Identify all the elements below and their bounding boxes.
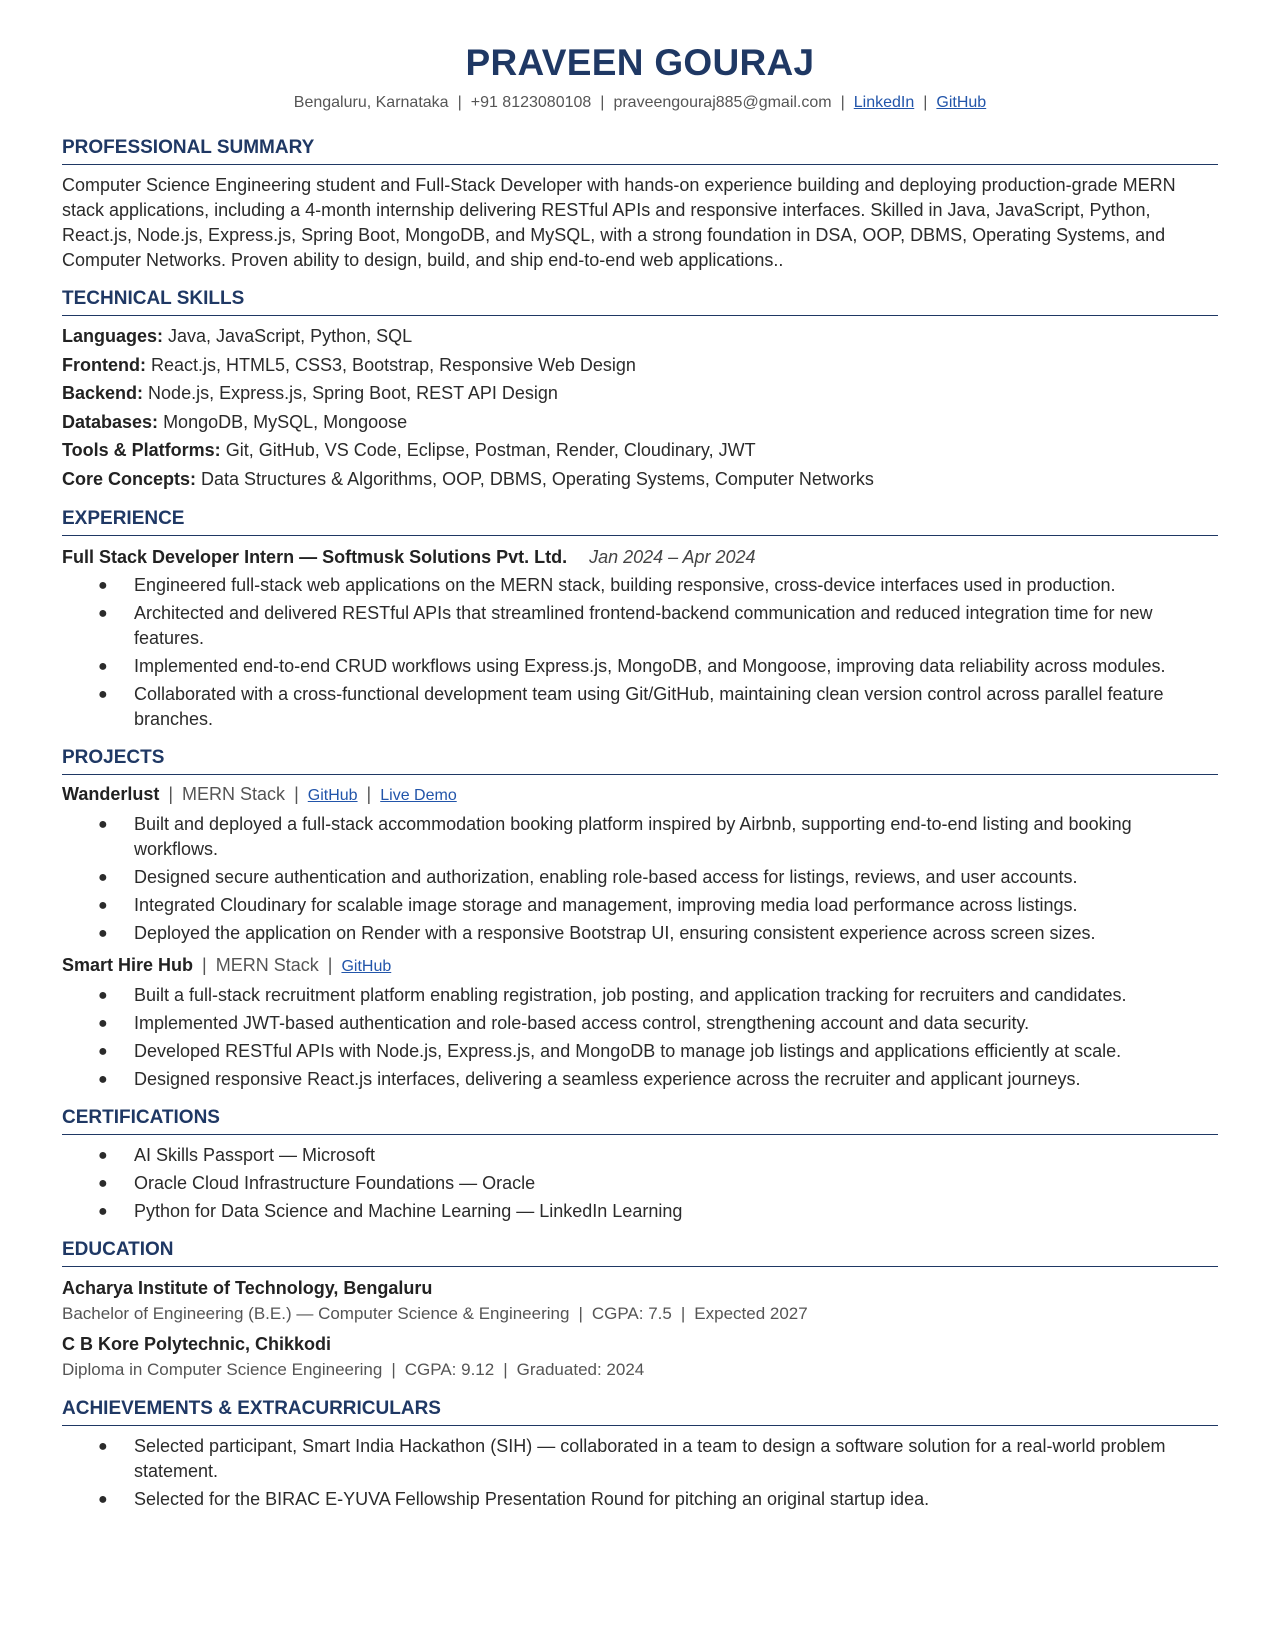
bullet-icon: ●	[98, 605, 108, 622]
bullet-icon: ●	[98, 1147, 108, 1164]
list-item	[62, 682, 1218, 732]
linkedin-link[interactable]: LinkedIn	[853, 94, 915, 111]
section-title-skills: TECHNICAL SKILLS	[62, 287, 1218, 316]
separator: |	[366, 784, 372, 804]
list-item	[62, 654, 1218, 679]
degree-detail	[62, 1357, 1218, 1383]
skill-row	[62, 465, 1218, 494]
skill-value: Git, GitHub, VS Code, Eclipse, Postman, Render, Cloudinary, JWT	[225, 440, 756, 460]
skill-row	[62, 322, 1218, 351]
project-name: Wanderlust	[62, 784, 160, 804]
section-title-experience: EXPERIENCE	[62, 507, 1218, 536]
project-demo-link[interactable]: Live Demo	[380, 787, 457, 804]
list-item	[62, 1434, 1218, 1484]
degree: Bachelor of Engineering (B.E.) — Computer Science & Engineering	[62, 1304, 570, 1323]
bullet-icon: ●	[98, 686, 108, 703]
separator: |	[457, 94, 462, 111]
skill-row	[62, 351, 1218, 380]
job-title: Full Stack Developer Intern — Softmusk Solutions Pvt. Ltd.	[62, 547, 568, 567]
candidate-name: PRAVEEN GOURAJ	[465, 42, 815, 83]
certification-text: AI Skills Passport — Microsoft	[134, 1145, 376, 1165]
bullet-text: Developed RESTful APIs with Node.js, Express.js, and MongoDB to manage job listings and applications efficiently at scale.	[134, 1041, 1122, 1061]
section-title-education: EDUCATION	[62, 1238, 1218, 1267]
skill-value: Node.js, Express.js, Spring Boot, REST API Design	[148, 383, 558, 403]
bullet-icon: ●	[98, 816, 108, 833]
project-github-link[interactable]: GitHub	[341, 958, 392, 975]
school-name: C B Kore Polytechnic, Chikkodi	[62, 1334, 332, 1354]
skill-label: Core Concepts:	[62, 468, 197, 489]
skill-row	[62, 436, 1218, 465]
bullet-text: Architected and delivered RESTful APIs that streamlined frontend-backend communication and reduced integration time for new features.	[134, 603, 1153, 648]
experience-bullets	[62, 573, 1218, 732]
bullet-icon: ●	[98, 897, 108, 914]
list-item	[62, 893, 1218, 918]
bullet-text: Collaborated with a cross-functional development team using Git/GitHub, maintaining clean version control across parallel feature branches.	[134, 684, 1164, 729]
bullet-text: Built and deployed a full-stack accommodation booking platform inspired by Airbnb, supporting end-to-end listing and booking workflows.	[134, 814, 1132, 859]
project-stack: MERN Stack	[215, 955, 319, 975]
grad-status: Expected 2027	[694, 1304, 808, 1323]
project-heading-smarthire	[62, 952, 1218, 980]
list-item	[62, 1039, 1218, 1064]
list-item	[62, 921, 1218, 946]
wanderlust-bullets	[62, 812, 1218, 946]
grad-status: Graduated: 2024	[516, 1360, 645, 1379]
cgpa: CGPA: 9.12	[404, 1360, 495, 1379]
bullet-text: Implemented JWT-based authentication and role-based access control, strengthening account and data security.	[134, 1013, 1030, 1033]
list-item	[62, 1199, 1218, 1224]
list-item	[62, 1171, 1218, 1196]
skill-label: Tools & Platforms:	[62, 440, 221, 460]
smarthire-bullets	[62, 983, 1218, 1092]
project-heading-wanderlust	[62, 781, 1218, 809]
section-title-summary: PROFESSIONAL SUMMARY	[62, 136, 1218, 165]
experience-section	[62, 544, 1218, 732]
bullet-icon: ●	[98, 1015, 108, 1032]
phone: +91 8123080108	[470, 94, 592, 111]
bullet-icon: ●	[98, 1491, 108, 1508]
list-item	[62, 601, 1218, 651]
skill-label: Databases:	[62, 411, 159, 432]
bullet-icon: ●	[98, 987, 108, 1004]
projects-section	[62, 781, 1218, 1092]
github-link[interactable]: GitHub	[936, 94, 987, 111]
list-item	[62, 1143, 1218, 1168]
list-item	[62, 983, 1218, 1008]
list-item	[62, 573, 1218, 598]
section-title-achievements: ACHIEVEMENTS & EXTRACURRICULARS	[62, 1397, 1218, 1426]
separator: |	[923, 94, 928, 111]
school-name: Acharya Institute of Technology, Bengaluru	[62, 1278, 433, 1298]
achievement-list	[62, 1434, 1218, 1512]
list-item	[62, 865, 1218, 890]
separator: |	[503, 1360, 508, 1379]
skill-value: Data Structures & Algorithms, OOP, DBMS, Operating Systems, Computer Networks	[201, 468, 874, 489]
list-item	[62, 1487, 1218, 1512]
certification-text: Oracle Cloud Infrastructure Foundations — Oracle	[134, 1173, 536, 1193]
separator: |	[168, 784, 174, 804]
job-dates: Jan 2024 – Apr 2024	[589, 547, 756, 567]
bullet-text: Engineered full-stack web applications on the MERN stack, building responsive, cross-device interfaces used in production.	[134, 575, 1116, 595]
education-section	[62, 1275, 1218, 1383]
email: praveengouraj885@gmail.com	[613, 94, 832, 111]
separator: |	[600, 94, 605, 111]
summary-section	[62, 173, 1218, 273]
project-stack: MERN Stack	[182, 784, 286, 804]
skills-section	[62, 322, 1218, 493]
project-github-link[interactable]: GitHub	[307, 787, 358, 804]
achievements-section	[62, 1434, 1218, 1512]
project-name: Smart Hire Hub	[62, 955, 194, 975]
skill-value: Java, JavaScript, Python, SQL	[168, 326, 413, 346]
job-heading	[62, 544, 1218, 570]
skill-label: Languages:	[62, 326, 164, 346]
section-title-projects: PROJECTS	[62, 746, 1218, 775]
skill-value: React.js, HTML5, CSS3, Bootstrap, Responsive Web Design	[151, 354, 636, 375]
achievement-text: Selected for the BIRAC E-YUVA Fellowship Presentation Round for pitching an original startup idea.	[134, 1489, 930, 1509]
separator: |	[327, 955, 333, 975]
bullet-text: Designed secure authentication and authorization, enabling role-based access for listings, reviews, and user accounts.	[134, 867, 1078, 887]
bullet-icon: ●	[98, 1043, 108, 1060]
bullet-icon: ●	[98, 869, 108, 886]
bullet-icon: ●	[98, 577, 108, 594]
contact-line	[62, 92, 1218, 114]
separator: |	[578, 1304, 583, 1323]
certification-text: Python for Data Science and Machine Learning — LinkedIn Learning	[134, 1201, 683, 1221]
bullet-text: Built a full-stack recruitment platform enabling registration, job posting, and application tracking for recruiters and candidates.	[134, 985, 1127, 1005]
separator: |	[202, 955, 207, 975]
achievement-text: Selected participant, Smart India Hackathon (SIH) — collaborated in a team to design a software solution for a real-world problem statement.	[134, 1436, 1166, 1481]
skill-label: Backend:	[62, 383, 144, 403]
bullet-text: Implemented end-to-end CRUD workflows using Express.js, MongoDB, and Mongoose, improving data reliability across modules.	[134, 656, 1166, 676]
separator: |	[294, 784, 299, 804]
degree: Diploma in Computer Science Engineering	[62, 1360, 383, 1379]
list-item	[62, 812, 1218, 862]
separator: |	[680, 1304, 686, 1323]
bullet-icon: ●	[98, 1203, 108, 1220]
bullet-icon: ●	[98, 1071, 108, 1088]
bullet-text: Deployed the application on Render with a responsive Bootstrap UI, ensuring consistent experience across screen sizes.	[134, 923, 1096, 943]
degree-detail	[62, 1301, 1218, 1327]
skill-value: MongoDB, MySQL, Mongoose	[163, 411, 408, 432]
bullet-icon: ●	[98, 658, 108, 675]
list-item	[62, 1011, 1218, 1036]
section-title-certifications: CERTIFICATIONS	[62, 1106, 1218, 1135]
bullet-icon: ●	[98, 925, 108, 942]
separator: |	[391, 1360, 396, 1379]
certifications-section	[62, 1143, 1218, 1224]
bullet-icon: ●	[98, 1438, 108, 1455]
bullet-text: Integrated Cloudinary for scalable image storage and management, improving media load performance across listings.	[134, 895, 1078, 915]
skill-row	[62, 379, 1218, 408]
bullet-text: Designed responsive React.js interfaces, delivering a seamless experience across the recruiter and applicant journeys.	[134, 1069, 1081, 1089]
skill-row	[62, 408, 1218, 437]
summary-text: Computer Science Engineering student and Full-Stack Developer with hands-on experience building and deploying production-grade MERN stack applications, including a 4-month internship delivering RESTful APIs and responsive interfaces. Skilled in Java, JavaScript, Python, React.js, Node.js, Express.js, Spring Boot, MongoDB, and MySQL, with a strong foundation in DSA, OOP, DBMS, Operating Systems, and Computer Networks. Proven ability to design, build, and ship end-to-end web applications..	[62, 175, 1176, 270]
skill-label: Frontend:	[62, 354, 146, 375]
certification-list	[62, 1143, 1218, 1224]
cgpa: CGPA: 7.5	[591, 1304, 672, 1323]
list-item	[62, 1067, 1218, 1092]
separator: |	[840, 94, 845, 111]
resume-page	[62, 40, 1218, 1512]
location: Bengaluru, Karnataka	[293, 94, 449, 111]
bullet-icon: ●	[98, 1175, 108, 1192]
